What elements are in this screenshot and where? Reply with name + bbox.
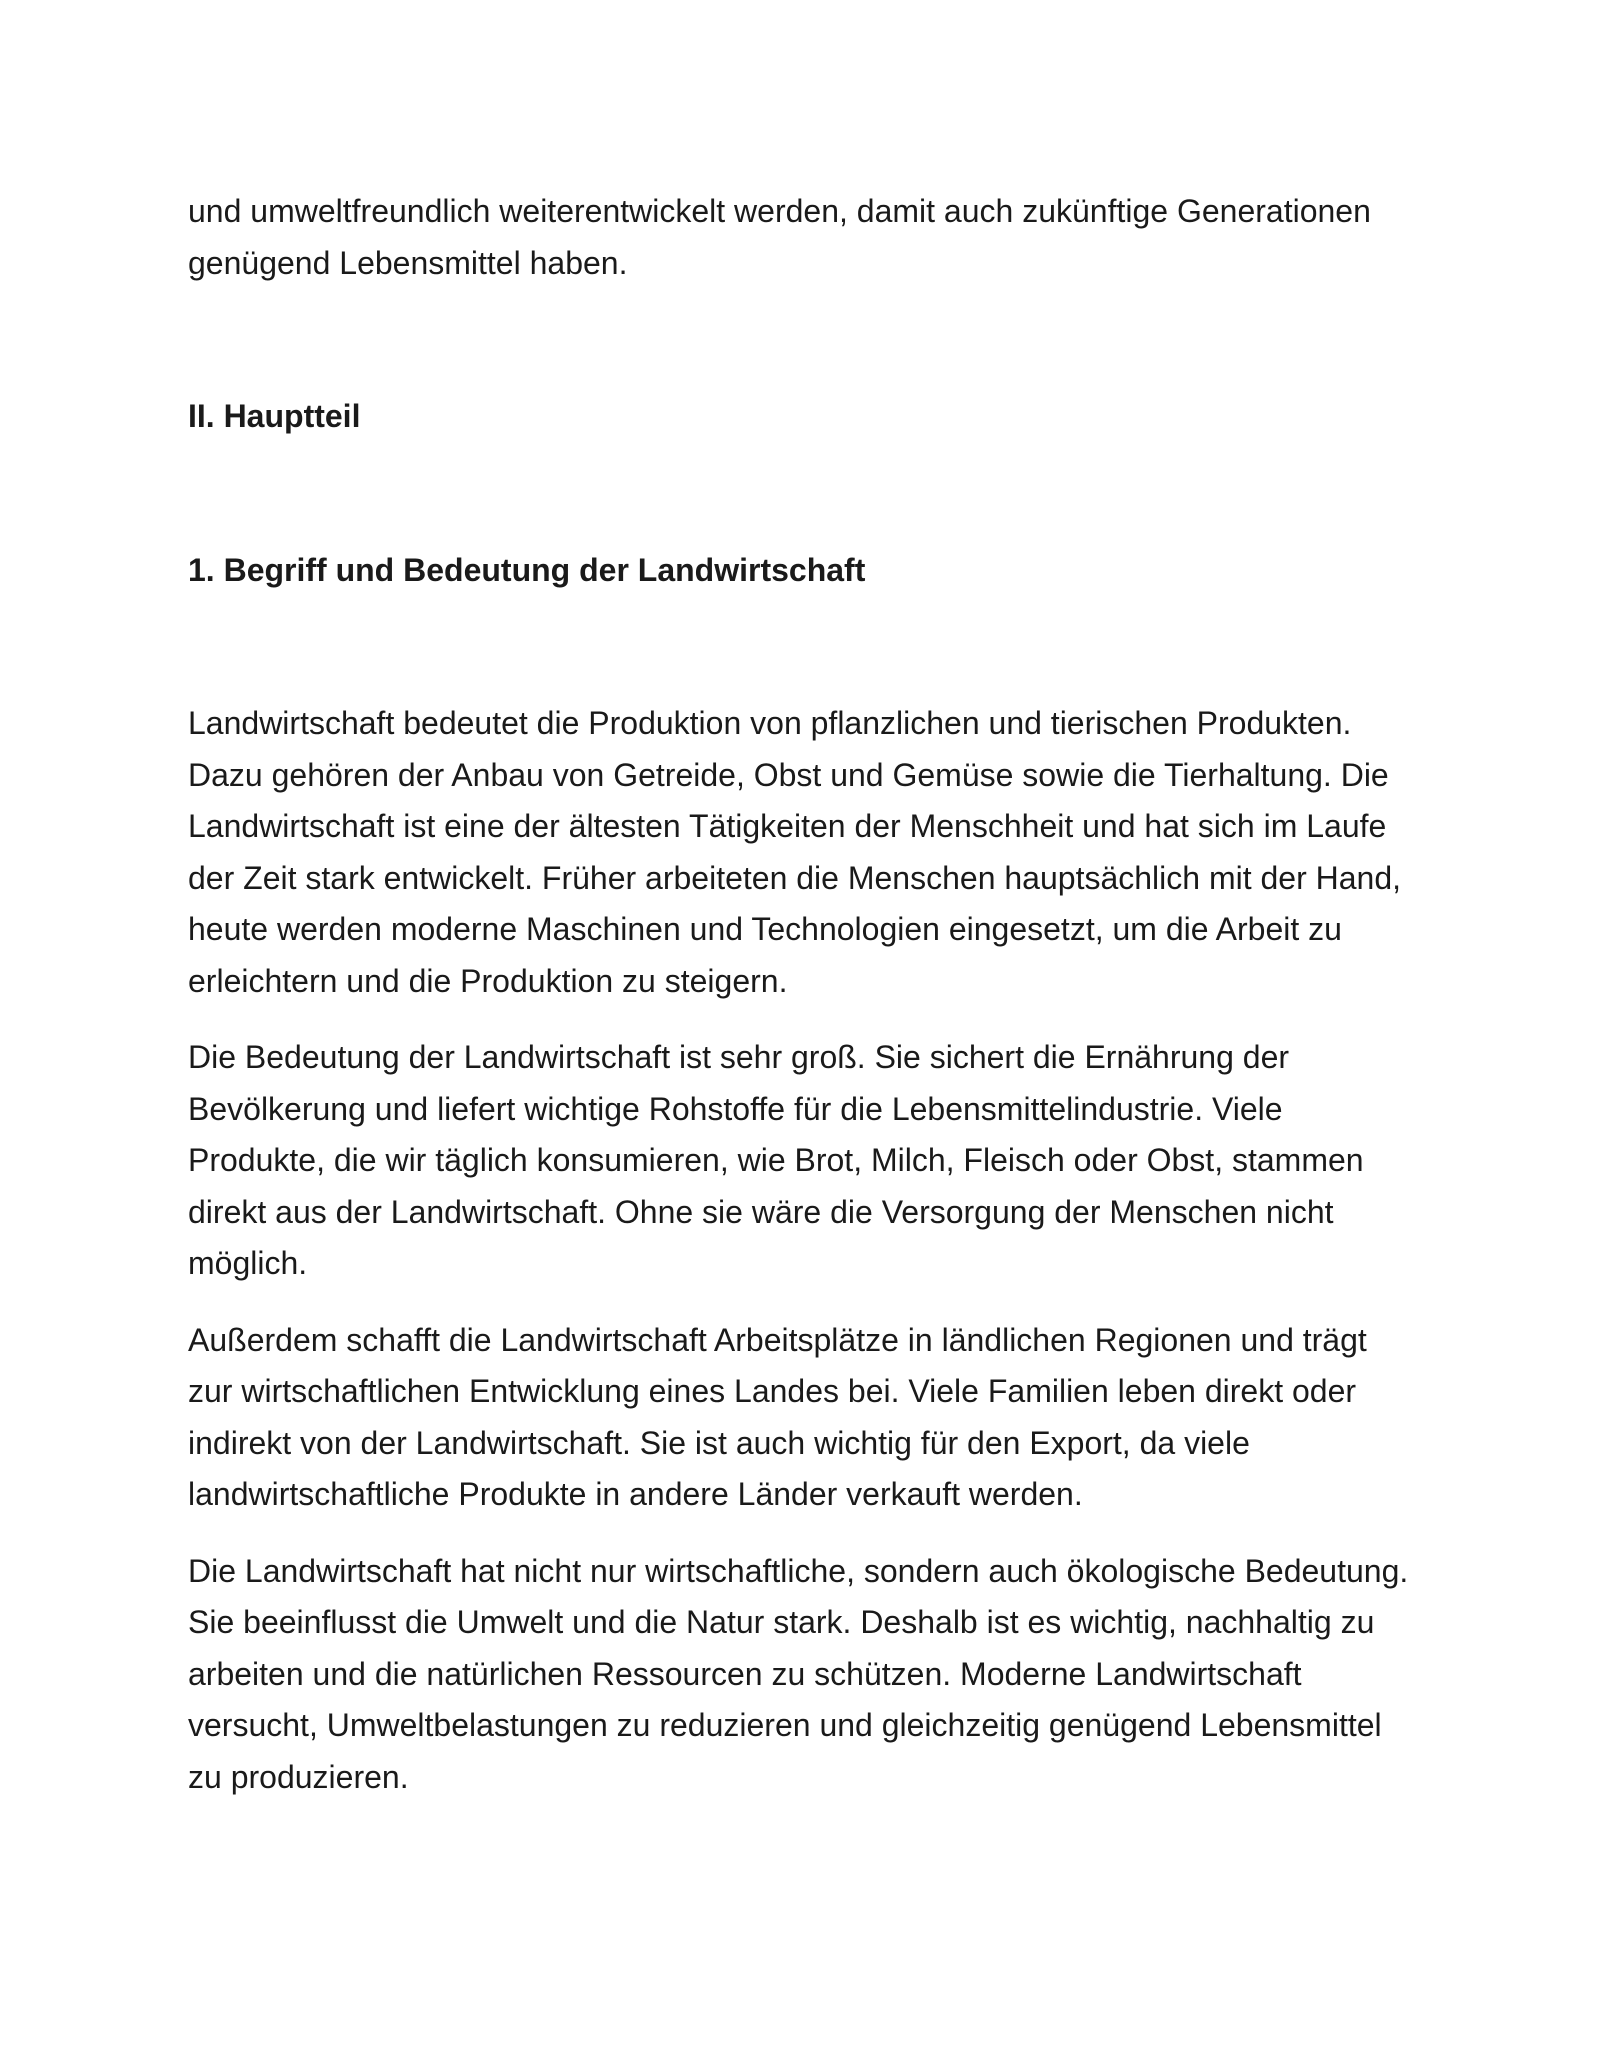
intro-continuation-paragraph: und umweltfreundlich weiterentwickelt werden, damit auch zukünftige Generationen genügend Lebensmittel haben. [188,193,1371,281]
body-paragraph: Die Bedeutung der Landwirtschaft ist sehr groß. Sie sichert die Ernährung der Bevölkerung und liefert wichtige Rohstoffe für die Lebensmittelindustrie. Viele Produkte, die wir täglich konsumieren, wie Brot, Milch, Fleisch oder Obst, stammen direkt aus der Landwirtschaft. Ohne sie wäre die Versorgung der Menschen nicht möglich. [188,1039,1364,1281]
section-heading: II. Hauptteil [188,398,361,434]
document-body [188,186,1418,1803]
body-paragraph: Die Landwirtschaft hat nicht nur wirtschaftliche, sondern auch ökologische Bedeutung. Sie beeinflusst die Umwelt und die Natur stark. Deshalb ist es wichtig, nachhaltig zu arbeiten und die natürlichen Ressourcen zu schützen. Moderne Landwirtschaft versucht, Umweltbelastungen zu reduzieren und gleichzeitig genügend Lebensmittel zu produzieren. [188,1552,1409,1795]
body-paragraph: Außerdem schafft die Landwirtschaft Arbeitsplätze in ländlichen Regionen und trägt zur wirtschaftlichen Entwicklung eines Landes bei. Viele Familien leben direkt oder indirekt von der Landwirtschaft. Sie ist auch wichtig für den Export, da viele landwirtschaftliche Produkte in andere Länder verkauft werden. [188,1321,1367,1512]
subsection-heading: 1. Begriff und Bedeutung der Landwirtschaft [188,551,866,588]
body-paragraph: Landwirtschaft bedeutet die Produktion von pflanzlichen und tierischen Produkten. Dazu gehören der Anbau von Getreide, Obst und Gemüse sowie die Tierhaltung. Die Landwirtschaft ist eine der ältesten Tätigkeiten der Menschheit und hat sich im Laufe der Zeit stark entwickelt. Früher arbeiteten die Menschen hauptsächlich mit der Hand, heute werden moderne Maschinen und Technologien eingesetzt, um die Arbeit zu erleichtern und die Produktion zu steigern. [188,705,1402,999]
